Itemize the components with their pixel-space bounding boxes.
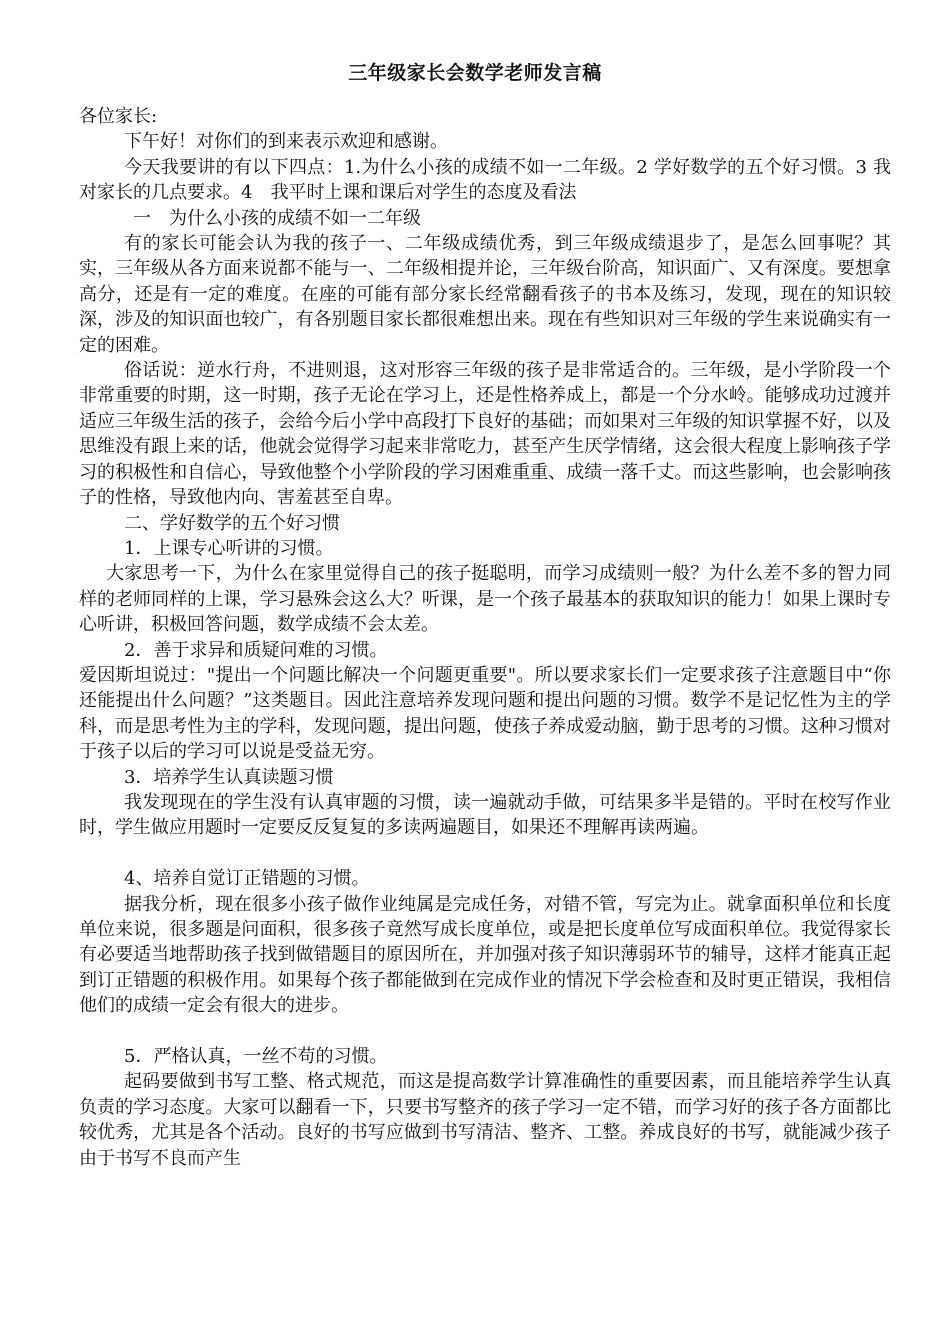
body-paragraph: 大家思考一下，为什么在家里觉得自己的孩子挺聪明，而学习成绩则一般？为什么差不多的智力同样的老师同样的上课，学习悬殊会这么大？听课，是一个孩子最基本的获取知识的能力！如果上课时专心听讲，积极回答问题，数学成绩不会太差。: [79, 563, 891, 636]
document-title: 三年级家长会数学老师发言稿: [348, 62, 602, 84]
section-heading-2: 二、学好数学的五个好习惯: [124, 512, 340, 534]
habit-heading-3: 3．培养学生认真读题习惯: [124, 766, 334, 788]
body-paragraph: 爱因斯坦说过："提出一个问题比解决一个问题更重要"。所以要求家长们一定要求孩子注意题目中“你还能提出什么问题？”这类题目。因此注意培养发现问题和提出问题的习惯。数学不是记忆性为主的学科，而是思考性为主的学科，发现问题，提出问题，使孩子养成爱动脑，勤于思考的习惯。这种习惯对于孩子以后的学习可以说是受益无穷。: [79, 664, 891, 763]
habit-heading-5: 5．严格认真，一丝不苟的习惯。: [124, 1046, 388, 1067]
body-paragraph: 据我分析，现在很多小孩子做作业纯属是完成任务，对错不管，写完为止。就拿面积单位和长度单位来说，很多题是问面积，很多孩子竟然写成长度单位，或是把长度单位写成面积单位。我觉得家长有必要适当地帮助孩子找到做错题目的原因所在，并加强对孩子知识薄弱环节的辅导，这样才能真正起到订正错题的积极作用。如果每个孩子都能做到在完成作业的情况下学会检查和及时更正错误，我相信他们的成绩一定会有很大的进步。: [79, 893, 891, 1017]
agenda-paragraph: 今天我要讲的有以下四点：1.为什么小孩的成绩不如一二年级。2 学好数学的五个好习惯。3 我对家长的几点要求。4 我平时上课和课后对学生的态度及看法: [79, 156, 891, 204]
blank-line: [79, 1019, 891, 1044]
body-paragraph: 有的家长可能会认为我的孩子一、二年级成绩优秀，到三年级成绩退步了，是怎么回事呢？其实，三年级从各方面来说都不能与一、二年级相提并论，三年级台阶高，知识面广、又有深度。要想拿高分，还是有一定的难度。在座的可能有部分家长经常翻看孩子的书本及练习，发现，现在的知识较深，涉及的知识面也较广，有各别题目家长都很难想出来。现在有些知识对三年级的学生来说确实有一定的困难。: [79, 233, 891, 356]
body-paragraph: 我发现现在的学生没有认真审题的习惯，读一遍就动手做，可结果多半是错的。平时在校写作业时，学生做应用题时一定要反反复复的多读两遍题目，如果还不理解再读两遍。: [79, 791, 891, 839]
habit-heading-4: 4、培养自觉订正错题的习惯。: [124, 868, 370, 890]
body-paragraph: 起码要做到书写工整、格式规范，而这是提高数学计算准确性的重要因素，而且能培养学生认真负责的学习态度。大家可以翻看一下，只要书写整齐的孩子学习一定不错，而学习好的孩子各方面都比较优秀，尤其是各个活动。良好的书写应做到书写清洁、整齐、工整。养成良好的书写，就能减少孩子由于书写不良而产生: [79, 1071, 891, 1169]
body-paragraph: 俗话说：逆水行舟，不进则退，这对形容三年级的孩子是非常适合的。三年级，是小学阶段一个非常重要的时期，这一时期，孩子无论在学习上，还是性格养成上，都是一个分水岭。能够成功过渡并适应三年级生活的孩子，会给今后小学中高段打下良好的基础；而如果对三年级的知识掌握不好，以及思维没有跟上来的话，他就会觉得学习起来非常吃力，甚至产生厌学情绪，这会很大程度上影响孩子学习的积极性和自信心，导致他整个小学阶段的学习困难重重、成绩一落千丈。而这些影响，也会影响孩子的性格，导致他内向、害羞甚至自卑。: [79, 360, 891, 509]
salutation: 各位家长:: [79, 106, 158, 127]
greeting-paragraph: 下午好！对你们的到来表示欢迎和感谢。: [124, 131, 448, 153]
document-body: [79, 104, 891, 1171]
habit-heading-2: 2．善于求异和质疑问难的习惯。: [124, 639, 388, 661]
blank-line: [79, 841, 891, 866]
habit-heading-1: 1．上课专心听讲的习惯。: [124, 537, 334, 559]
section-heading-1: 一 为什么小孩的成绩不如一二年级: [133, 207, 421, 229]
